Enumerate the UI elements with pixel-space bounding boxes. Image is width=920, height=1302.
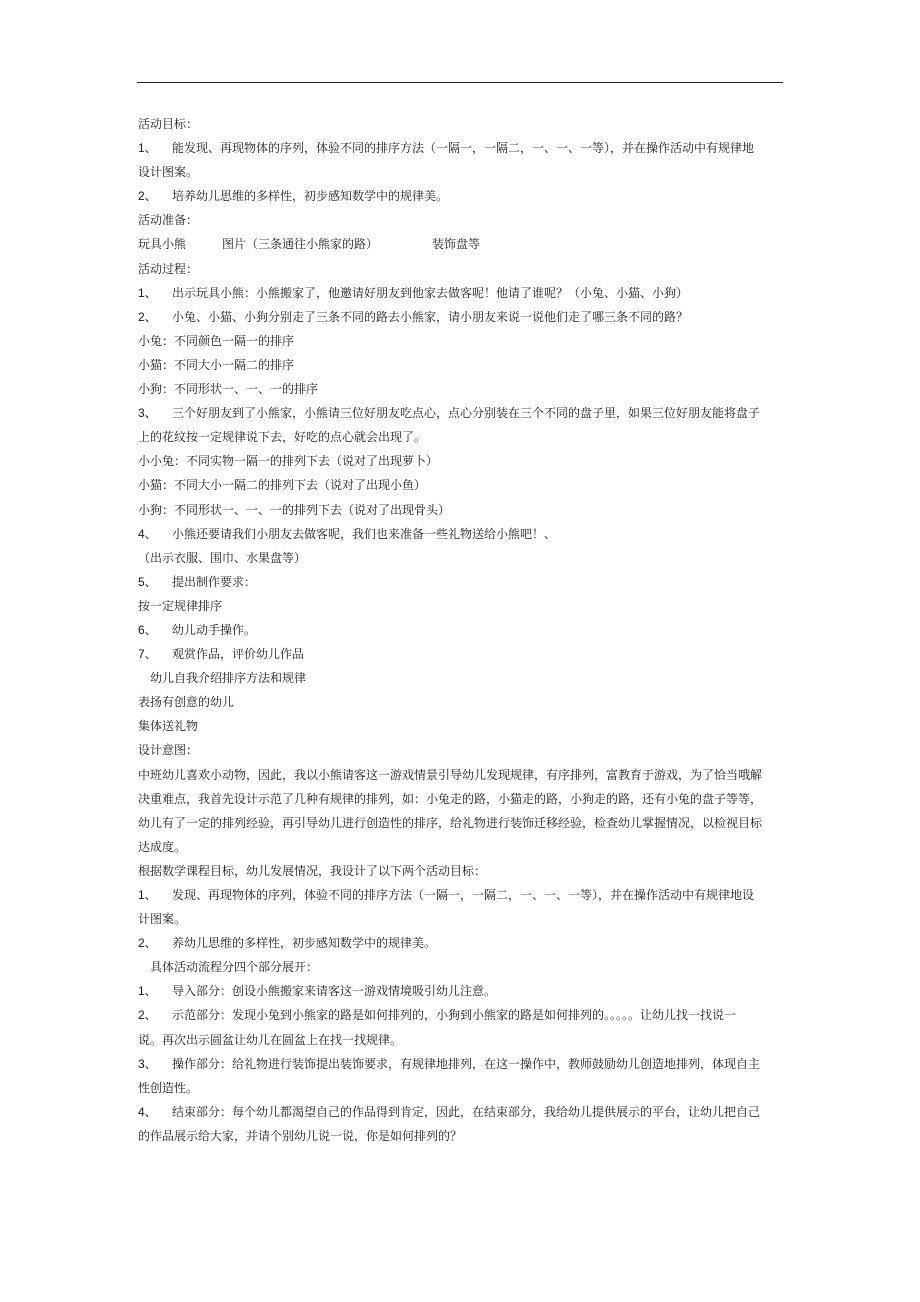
line-text: 培养幼儿思维的多样性，初步感知数学中的规律美。 [172, 189, 449, 204]
text-line [138, 305, 788, 329]
line-text: 示范部分：发现小兔到小熊家的路是如何排列的，小狗到小熊家的路是如何排列的。。。。。让幼儿找一找说一 [172, 1008, 737, 1023]
text-line [138, 642, 788, 666]
text-line [138, 522, 788, 546]
list-number: 1、 [138, 888, 157, 902]
text-line [138, 594, 788, 618]
list-number: 4、 [138, 526, 157, 541]
text-line [138, 377, 788, 401]
list-number: 1、 [138, 984, 157, 999]
line-text: 幼儿动手操作。 [172, 622, 257, 637]
line-text: 具体活动流程分四个部分展开： [138, 960, 319, 975]
list-number: 4、 [138, 1104, 157, 1119]
text-line [138, 1028, 788, 1052]
text-line [138, 401, 788, 425]
text-line [138, 425, 788, 449]
text-line [138, 160, 788, 184]
list-number: 1、 [138, 285, 157, 300]
line-text: 小猫：不同大小一隔二的排序 [138, 357, 295, 372]
line-text: 活动目标： [138, 117, 199, 131]
line-text: 达成度。 [138, 839, 187, 854]
line-text: 上的花纹按一定规律说下去，好吃的点心就会出现了。 [138, 430, 427, 445]
list-number: 1、 [138, 141, 157, 156]
line-text: 观赏作品，评价幼儿作品 [172, 647, 305, 662]
text-line [138, 112, 788, 136]
line-text: 性创造性。 [138, 1080, 199, 1095]
text-line [138, 931, 788, 955]
text-line [138, 907, 788, 931]
line-text: 的作品展示给大家，并请个别幼儿说一说，你是如何排列的？ [138, 1128, 463, 1143]
list-number: 2、 [138, 936, 157, 951]
line-text: 导入部分：创设小熊搬家来请客这一游戏情境吸引幼儿注意。 [172, 984, 497, 999]
line-text: 提出制作要求： [172, 574, 257, 589]
text-line [138, 1076, 788, 1100]
text-line [138, 955, 788, 979]
line-text: 活动准备： [138, 213, 199, 228]
line-text: 集体送礼物 [138, 719, 199, 734]
line-text: 小熊还要请我们小朋友去做客呢，我们也来准备一些礼物送给小熊吧！、 [172, 526, 557, 541]
text-line [138, 329, 788, 353]
text-line [138, 666, 788, 690]
text-line [138, 690, 788, 714]
text-line [138, 208, 788, 232]
text-line [138, 498, 788, 522]
list-number: 2、 [138, 1008, 157, 1023]
text-line [138, 763, 788, 787]
text-line [138, 883, 788, 907]
text-line [138, 835, 788, 859]
text-line [138, 787, 788, 811]
line-text: 表扬有创意的幼儿 [138, 695, 235, 710]
text-line [138, 1124, 788, 1148]
list-number: 3、 [138, 406, 157, 421]
text-line [138, 738, 788, 762]
header-rule [137, 82, 783, 83]
line-text: 计图案。 [138, 912, 187, 927]
line-text: 小狗：不同形状一、一、一的排序 [138, 382, 319, 397]
line-text: 发现、再现物体的序列，体验不同的排序方法（一隔一，一隔二，一、一、一等），并在操作活动中有规律地设 [172, 888, 755, 902]
line-text: 幼儿自我介绍排序方法和规律 [138, 671, 307, 686]
text-line [138, 257, 788, 281]
document-body [138, 112, 788, 1148]
line-text: 玩具小熊 图片（三条通往小熊家的路） 装饰盘等 [138, 237, 481, 252]
text-line [138, 979, 788, 1003]
text-line [138, 1003, 788, 1027]
line-text: 小狗：不同形状一、一、一的排列下去（说对了出现骨头） [138, 502, 451, 517]
text-line [138, 546, 788, 570]
line-text: 出示玩具小熊：小熊搬家了，他邀请好朋友到他家去做客呢！他请了谁呢？（小兔、小猫、小狗） [172, 285, 689, 300]
line-text: 设计意图： [138, 743, 199, 758]
text-line [138, 232, 788, 256]
list-number: 6、 [138, 622, 157, 637]
text-line [138, 1100, 788, 1124]
line-text: 设计图案。 [138, 165, 199, 180]
line-text: 说。再次出示圆盆让幼儿在圆盆上在找一找规律。 [138, 1032, 403, 1047]
text-line [138, 570, 788, 594]
line-text: 小兔：不同颜色一隔一的排序 [138, 333, 295, 348]
text-line [138, 473, 788, 497]
list-number: 3、 [138, 1056, 157, 1071]
list-number: 2、 [138, 309, 157, 324]
list-number: 5、 [138, 574, 157, 589]
text-line [138, 184, 788, 208]
list-number: 2、 [138, 189, 157, 204]
text-line [138, 714, 788, 738]
line-text: 能发现、再现物体的序列，体验不同的排序方法（一隔一，一隔二，一、一、一等），并在操作活动中有规律地 [172, 141, 755, 156]
line-text: 中班幼儿喜欢小动物，因此，我以小熊请客这一游戏情景引导幼儿发现规律，有序排列，富教育于游戏，为了恰当哦解 [138, 767, 763, 782]
text-line [138, 136, 788, 160]
line-text: 按一定规律排序 [138, 598, 223, 613]
line-text: 小猫：不同大小一隔二的排列下去（说对了出现小鱼） [138, 478, 427, 493]
text-line [138, 353, 788, 377]
list-number: 7、 [138, 647, 157, 662]
line-text: 小小兔：不同实物一隔一的排列下去（说对了出现萝卜） [138, 454, 439, 469]
text-line [138, 618, 788, 642]
line-text: 结束部分：每个幼儿都渴望自己的作品得到肯定，因此，在结束部分，我给幼儿提供展示的平台，让幼儿把自己 [172, 1104, 761, 1119]
text-line [138, 811, 788, 835]
text-line [138, 859, 788, 883]
line-text: （出示衣服、围巾、水果盘等） [138, 550, 307, 565]
text-line [138, 281, 788, 305]
text-line [138, 1052, 788, 1076]
line-text: 小兔、小猫、小狗分别走了三条不同的路去小熊家，请小朋友来说一说他们走了哪三条不同的路？ [172, 309, 689, 324]
line-text: 三个好朋友到了小熊家，小熊请三位好朋友吃点心，点心分别装在三个不同的盘子里，如果三位好朋友能将盘子 [172, 406, 761, 421]
line-text: 根据数学课程目标，幼儿发展情况，我设计了以下两个活动目标： [138, 863, 487, 878]
text-line [138, 449, 788, 473]
line-text: 幼儿有了一定的排列经验，再引导幼儿进行创造性的排序，给礼物进行装饰迁移经验，检查幼儿掌握情况，以检视目标 [138, 815, 763, 830]
line-text: 养幼儿思维的多样性，初步感知数学中的规律美。 [172, 936, 437, 951]
line-text: 决重难点，我首先设计示范了几种有规律的排列，如：小兔走的路，小猫走的路，小狗走的路，还有小兔的盘子等等， [138, 791, 763, 806]
line-text: 操作部分：给礼物进行装饰提出装饰要求，有规律地排列，在这一操作中，教师鼓励幼儿创造地排列，体现自主 [172, 1056, 761, 1071]
line-text: 活动过程： [138, 261, 199, 276]
